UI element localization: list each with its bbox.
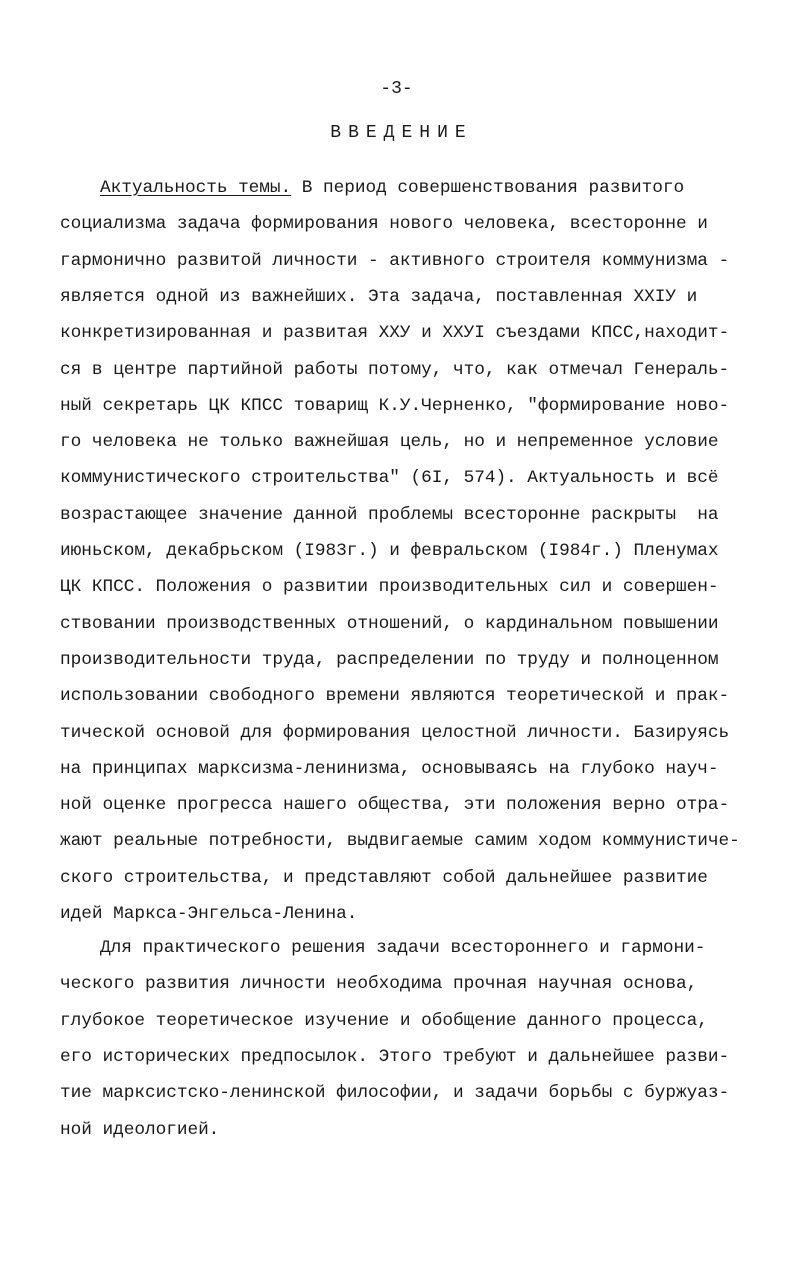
- text-line: ной оценке прогресса нашего общества, эти положения верно отра-: [60, 795, 730, 816]
- text-line: конкретизированная и развитая XXУ и XXУI съездами КПСС,находит-: [60, 323, 730, 344]
- paragraph-heading: Актуальность темы.: [100, 178, 292, 198]
- text-line: глубокое теоретическое изучение и обобщение данного процесса,: [60, 1010, 708, 1031]
- section-title: ВВЕДЕНИЕ: [330, 123, 473, 143]
- text-line: гармонично развитой личности - активного строителя коммунизма -: [60, 250, 730, 271]
- text-line: идей Маркса-Энгельса-Ленина.: [60, 904, 358, 924]
- text-line: ЦК КПСС. Положения о развитии производительных сил и совершен-: [60, 577, 719, 598]
- text-line: [100, 176, 684, 200]
- text-line: ческого развития личности необходима прочная научная основа,: [60, 974, 698, 995]
- line-text: В период совершенствования развитого: [291, 178, 685, 198]
- text-line: ствовании производственных отношений, о кардинальном повышении: [60, 613, 719, 634]
- text-line: на принципах марксизма-ленинизма, основываясь на глубоко науч-: [60, 758, 719, 779]
- page-number: -3-: [380, 79, 413, 99]
- text-line: использовании свободного времени являются теоретической и прак-: [60, 686, 730, 707]
- text-line: тие марксистско-ленинской философии, и задачи борьбы с буржуаз-: [60, 1083, 730, 1104]
- text-line: жают реальные потребности, выдвигаемые самим ходом коммунистиче-: [60, 831, 740, 852]
- text-line: тической основой для формирования целостной личности. Базируясь: [60, 722, 730, 743]
- text-line: го человека не только важнейшая цель, но и непременное условие: [60, 432, 719, 453]
- text-line: ный секретарь ЦК КПСС товарищ К.У.Черненко, "формирование ново-: [60, 395, 730, 416]
- text-line: социализма задача формирования нового человека, всесторонне и: [60, 214, 708, 235]
- text-line: Для практического решения задачи всестороннего и гармони-: [100, 938, 706, 958]
- text-line: ной идеологией.: [60, 1119, 220, 1140]
- text-line: является одной из важнейших. Эта задача, поставленная XXIУ и: [60, 286, 698, 307]
- text-line: возрастающее значение данной проблемы всесторонне раскрыты на: [60, 504, 719, 525]
- text-line: производительности труда, распределении по труду и полноценном: [60, 649, 719, 670]
- text-line: июньском, декабрьском (I983г.) и февральском (I984г.) Пленумах: [60, 541, 719, 561]
- text-line: его исторических предпосылок. Этого требуют и дальнейшее разви-: [60, 1046, 730, 1067]
- text-line: ся в центре партийной работы потому, что, как отмечал Генераль-: [60, 359, 730, 380]
- text-line: коммунистического строительства" (6I, 574). Актуальность и всё: [60, 468, 719, 489]
- text-line: ского строительства, и представляют собой дальнейшее развитие: [60, 867, 708, 888]
